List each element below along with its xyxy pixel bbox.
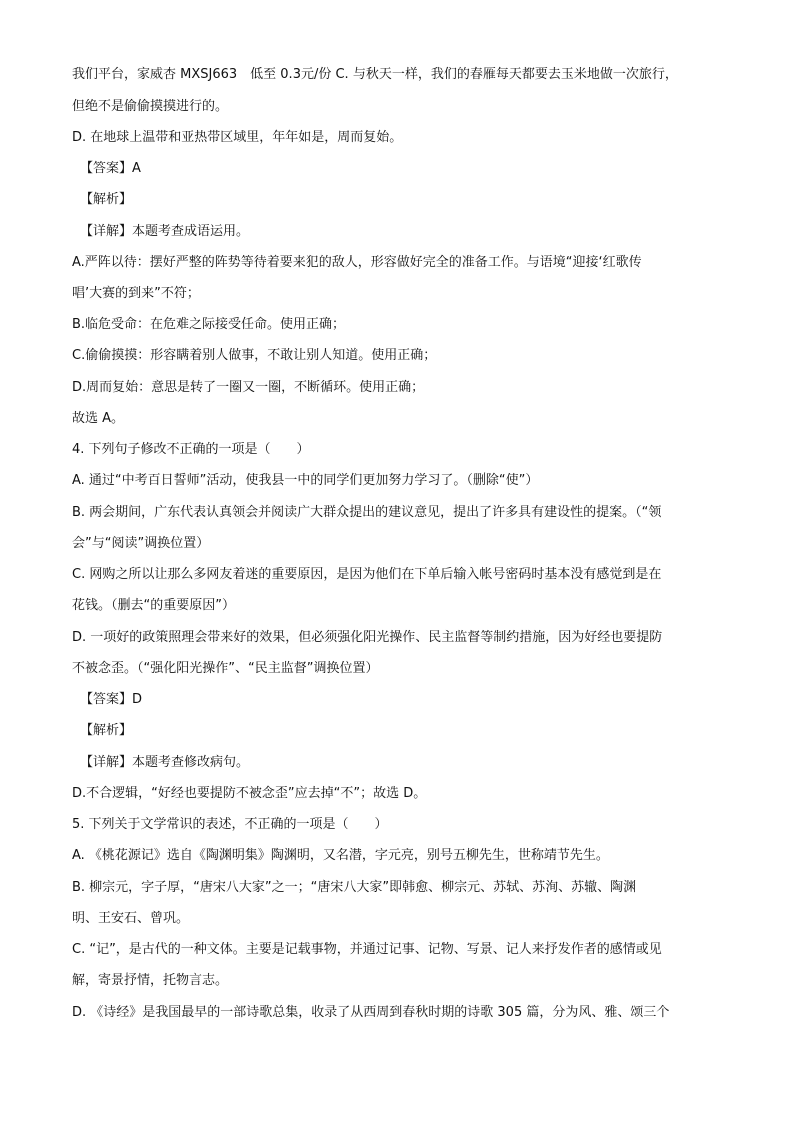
text-line: C.偷偷摸摸：形容瞒着别人做事，不敢让别人知道。使用正确； (72, 348, 437, 363)
text-line: A.严阵以待：摆好严整的阵势等待着要来犯的敌人，形容做好完全的准备工作。与语境“迎接‘红歌传 (72, 255, 642, 270)
question-5-title: 5. 下列关于文学常识的表述，不正确的一项是（ ） (72, 817, 388, 832)
text-line: C. “记”，是古代的一种文体。主要是记载事物，并通过记事、记物、写景、记人来抒发作者的感情或见 (72, 942, 662, 957)
answer-label: 【答案】A (80, 161, 141, 176)
text-line: 唱’大赛的到来”不符； (72, 286, 200, 301)
text-line: 花钱。（删去“的重要原因”） (72, 598, 235, 613)
text-line: 解，寄景抒情，托物言志。 (72, 973, 229, 988)
text-line: 但绝不是偷偷摸摸进行的。 (72, 99, 229, 114)
text-line: 明、王安石、曾巩。 (72, 911, 190, 926)
answer-label: 【答案】D (80, 692, 143, 707)
text-line: B.临危受命：在危难之际接受任命。使用正确； (72, 317, 346, 332)
text-line: B. 柳宗元，字子厚，“唐宋八大家”之一；“唐宋八大家”即韩愈、柳宗元、苏轼、苏洵、苏辙、陶渊 (72, 880, 637, 895)
analysis-label: 【解析】 (80, 192, 133, 207)
text-line: D. 在地球上温带和亚热带区域里，年年如是，周而复始。 (72, 130, 403, 145)
text-line: 不被念歪。（“强化阳光操作”、“民主监督”调换位置） (72, 661, 379, 676)
text-line: A. 《桃花源记》选自《陶渊明集》陶渊明，又名潜，字元亮，别号五柳先生，世称靖节先生。 (72, 848, 609, 863)
text-line: 会”与“阅读”调换位置） (72, 536, 210, 551)
text-line: D.周而复始：意思是转了一圈又一圈，不断循环。使用正确； (72, 380, 425, 395)
question-4-title: 4. 下列句子修改不正确的一项是（ ） (72, 442, 310, 457)
text-line: 我们平台，家威杏 MXSJ663 低至 0.3元/份 C. 与秋天一样，我们的春雁每天都要去玉米地做一次旅行， (72, 67, 678, 82)
text-line: A. 通过“中考百日誓师”活动，使我县一中的同学们更加努力学习了。（删除“使”） (72, 473, 539, 488)
detail-label: 【详解】本题考查成语运用。 (80, 224, 250, 239)
analysis-label: 【解析】 (80, 723, 133, 738)
text-line: C. 网购之所以让那么多网友着迷的重要原因，是因为他们在下单后输入帐号密码时基本没有感觉到是在 (72, 567, 662, 582)
detail-label: 【详解】本题考查修改病句。 (80, 755, 250, 770)
text-line: D. 《诗经》是我国最早的一部诗歌总集，收录了从西周到春秋时期的诗歌 305 篇，分为风、雅、颂三个 (72, 1005, 670, 1020)
text-line: B. 两会期间，广东代表认真领会并阅读广大群众提出的建议意见，提出了许多具有建设性的提案。（“领 (72, 505, 662, 520)
text-line: D.不合逻辑，“好经也要提防不被念歪”应去掉“不”；故选 D。 (72, 786, 427, 801)
text-line: 故选 A。 (72, 411, 125, 426)
text-line: D. 一项好的政策照理会带来好的效果，但必须强化阳光操作、民主监督等制约措施，因为好经也要提防 (72, 630, 663, 645)
